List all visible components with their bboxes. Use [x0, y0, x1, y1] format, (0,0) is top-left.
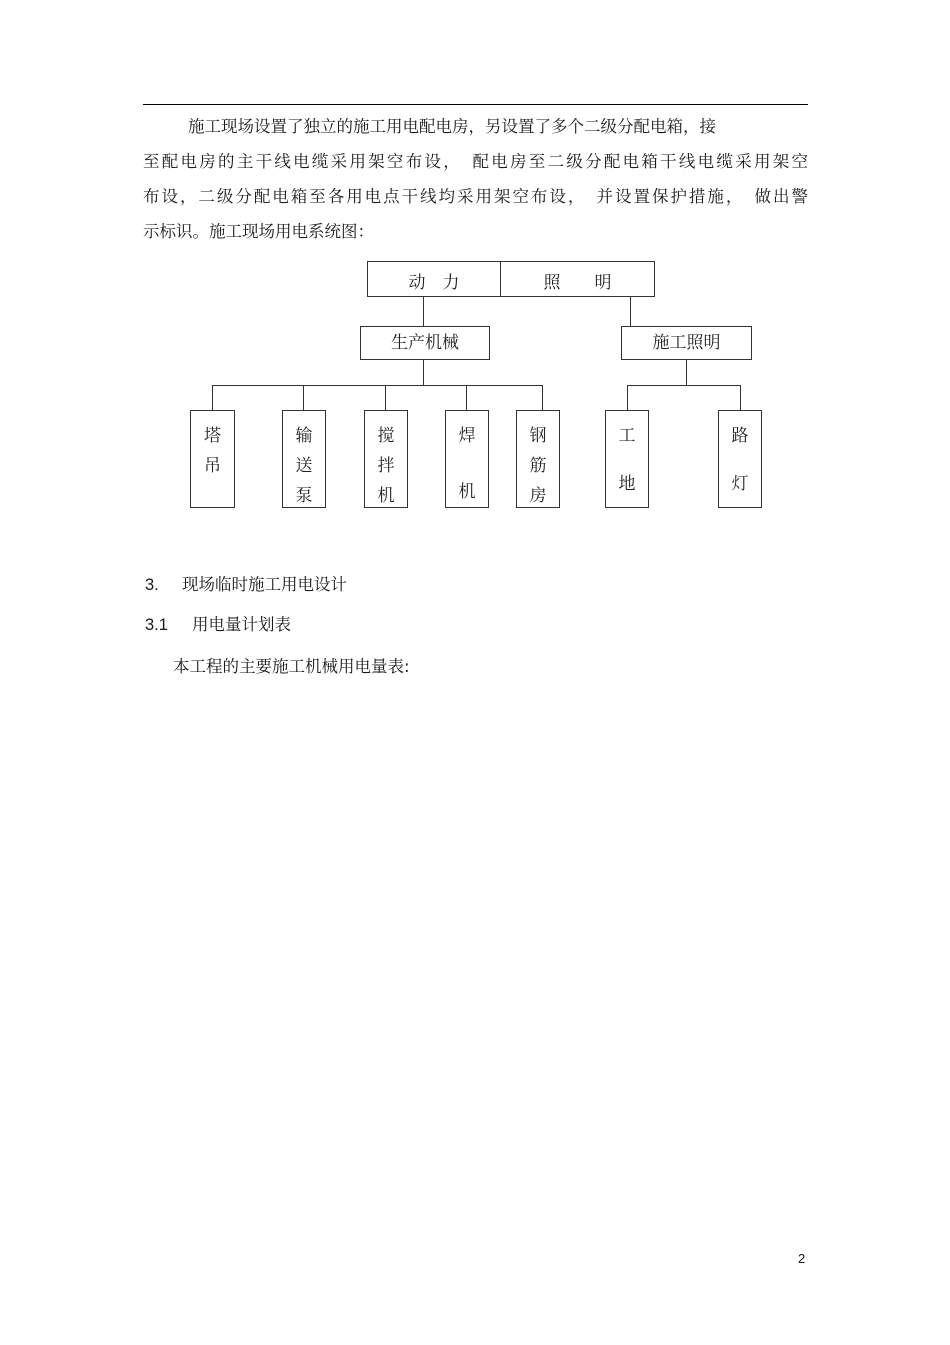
connector	[686, 360, 687, 386]
diagram-lighting-label: 照 明	[543, 273, 612, 293]
light-box-site	[605, 410, 649, 508]
construction-lighting-box: 施工照明	[621, 326, 752, 360]
box-char: 焊	[458, 426, 476, 446]
box-char: 工	[618, 426, 636, 446]
connector	[303, 385, 304, 411]
machine-box-pump	[282, 410, 326, 508]
paragraph-line: 至配电房的主干线电缆采用架空布设， 配电房至二级分配电箱干线电缆采用架空	[143, 152, 808, 171]
box-char: 拌	[377, 456, 395, 476]
box-char: 搅	[377, 426, 395, 446]
connector	[627, 385, 628, 411]
connector	[423, 297, 424, 327]
section-number: 3.	[145, 576, 159, 594]
section-3-heading	[145, 571, 347, 595]
machine-box-welder	[445, 410, 489, 508]
power-system-diagram	[0, 0, 950, 560]
paragraph-line: 示标识。施工现场用电系统图：	[143, 222, 374, 241]
production-machinery-box: 生产机械	[360, 326, 490, 360]
box-char: 路	[731, 426, 749, 446]
section-title: 用电量计划表	[192, 615, 291, 634]
connector	[542, 385, 543, 411]
diagram-top-box	[367, 261, 655, 297]
connector	[423, 360, 424, 386]
machine-box-tower-crane	[190, 410, 235, 508]
box-char: 塔	[204, 426, 221, 446]
machine-box-rebar-house	[516, 410, 560, 508]
machine-box-mixer	[364, 410, 408, 508]
connector	[212, 385, 213, 411]
connector	[627, 385, 741, 386]
box-char: 吊	[204, 456, 221, 476]
box-char: 房	[529, 486, 547, 506]
paragraph-line: 施工现场设置了独立的施工用电配电房，另设置了多个二级分配电箱，接	[188, 117, 716, 136]
connector	[212, 385, 543, 386]
header-rule	[143, 104, 808, 105]
box-char: 输	[295, 426, 313, 446]
diagram-power-label: 动 力	[408, 273, 460, 293]
box-char: 送	[295, 456, 313, 476]
table-intro-text: 本工程的主要施工机械用电量表:	[173, 657, 410, 676]
connector	[466, 385, 467, 411]
box-char: 灯	[731, 474, 749, 494]
box-char: 筋	[529, 456, 547, 476]
box-char: 钢	[529, 426, 547, 446]
light-box-street	[718, 410, 762, 508]
connector	[630, 297, 631, 327]
intro-paragraph	[143, 109, 808, 249]
diagram-top-divider	[500, 262, 501, 296]
connector	[740, 385, 741, 411]
section-3-1-heading	[145, 611, 291, 635]
section-title: 现场临时施工用电设计	[182, 575, 347, 594]
paragraph-line: 布设，二级分配电箱至各用电点干线均采用架空布设， 并设置保护措施， 做出警	[143, 187, 808, 206]
box-char: 泵	[295, 486, 313, 506]
section-number: 3.1	[145, 616, 168, 634]
box-char: 地	[618, 474, 636, 494]
page-number: 2	[798, 1251, 806, 1266]
connector	[385, 385, 386, 411]
box-char: 机	[377, 486, 395, 506]
box-char: 机	[458, 482, 476, 502]
